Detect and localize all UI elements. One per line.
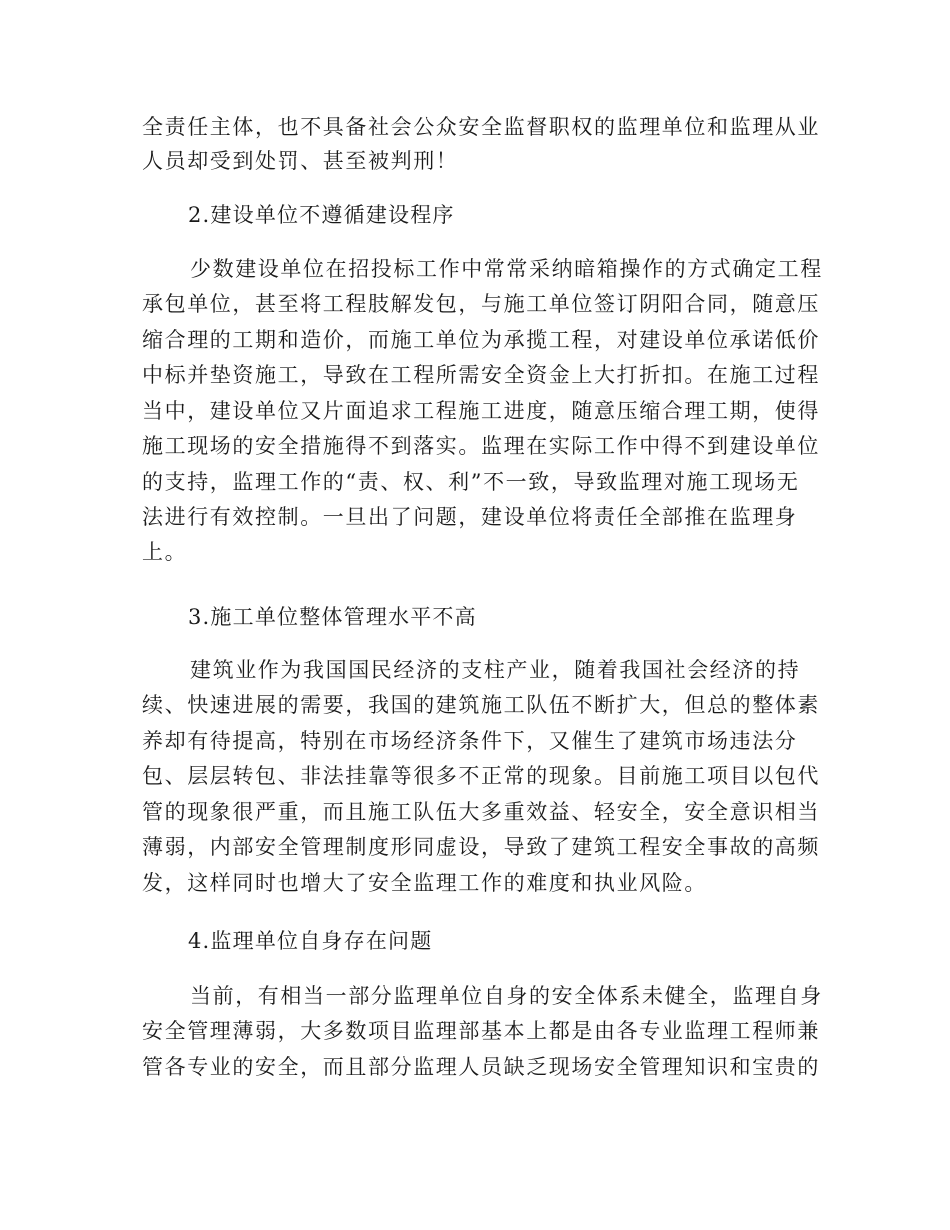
paragraph-line: 缩合理的工期和造价，而施工单位为承揽工程，对建设单位承诺低价 <box>142 328 820 352</box>
paragraph-line: 施工现场的安全措施得不到落实。监理在实际工作中得不到建设单位 <box>142 434 820 458</box>
paragraph-line: 少数建设单位在招投标工作中常常采纳暗箱操作的方式确定工程 <box>190 257 823 281</box>
paragraph-line: 续、快速进展的需要，我国的建筑施工队伍不断扩大，但总的整体素 <box>142 693 820 717</box>
paragraph-line: 当前，有相当一部分监理单位自身的安全体系未健全，监理自身 <box>190 984 823 1008</box>
paragraph-line: 当中，建设单位又片面追求工程施工进度，随意压缩合理工期，使得 <box>142 399 820 423</box>
paragraph-line: 承包单位，甚至将工程肢解发包，与施工单位签订阴阳合同，随意压 <box>142 292 820 316</box>
paragraph-line: 包、层层转包、非法挂靠等很多不正常的现象。目前施工项目以包代 <box>142 764 820 788</box>
paragraph-line: 人员却受到处罚、甚至被判刑！ <box>142 149 459 173</box>
paragraph-line: 管各专业的安全，而且部分监理人员缺乏现场安全管理知识和宝贵的 <box>142 1055 820 1079</box>
paragraph-line: 安全管理薄弱，大多数项目监理部基本上都是由各专业监理工程师兼 <box>142 1019 820 1043</box>
paragraph-line: 法进行有效控制。一旦出了问题，建设单位将责任全部推在监理身 <box>142 505 798 529</box>
paragraph-line: 上。 <box>142 540 188 564</box>
paragraph-line: 建筑业作为我国国民经济的支柱产业，随着我国社会经济的持 <box>190 658 801 682</box>
paragraph-line: 中标并垫资施工，导致在工程所需安全资金上大打折扣。在施工过程 <box>142 363 820 387</box>
paragraph-line: 全责任主体，也不具备社会公众安全监督职权的监理单位和监理从业 <box>142 115 820 139</box>
paragraph-line: 发，这样同时也增大了安全监理工作的难度和执业风险。 <box>142 871 707 895</box>
section-heading-2: 2.建设单位不遵循建设程序 <box>188 203 455 227</box>
paragraph-line: 养却有待提高，特别在市场经济条件下，又催生了建筑市场违法分 <box>142 729 798 753</box>
section-heading-3: 3.施工单位整体管理水平不高 <box>188 605 477 629</box>
paragraph-line: 的支持，监理工作的“责、权、利”不一致，导致监理对施工现场无 <box>142 470 800 494</box>
section-heading-4: 4.监理单位自身存在问题 <box>188 929 433 953</box>
paragraph-line: 薄弱，内部安全管理制度形同虚设，导致了建筑工程安全事故的高频 <box>142 835 820 859</box>
paragraph-line: 管的现象很严重，而且施工队伍大多重效益、轻安全，安全意识相当 <box>142 800 820 824</box>
